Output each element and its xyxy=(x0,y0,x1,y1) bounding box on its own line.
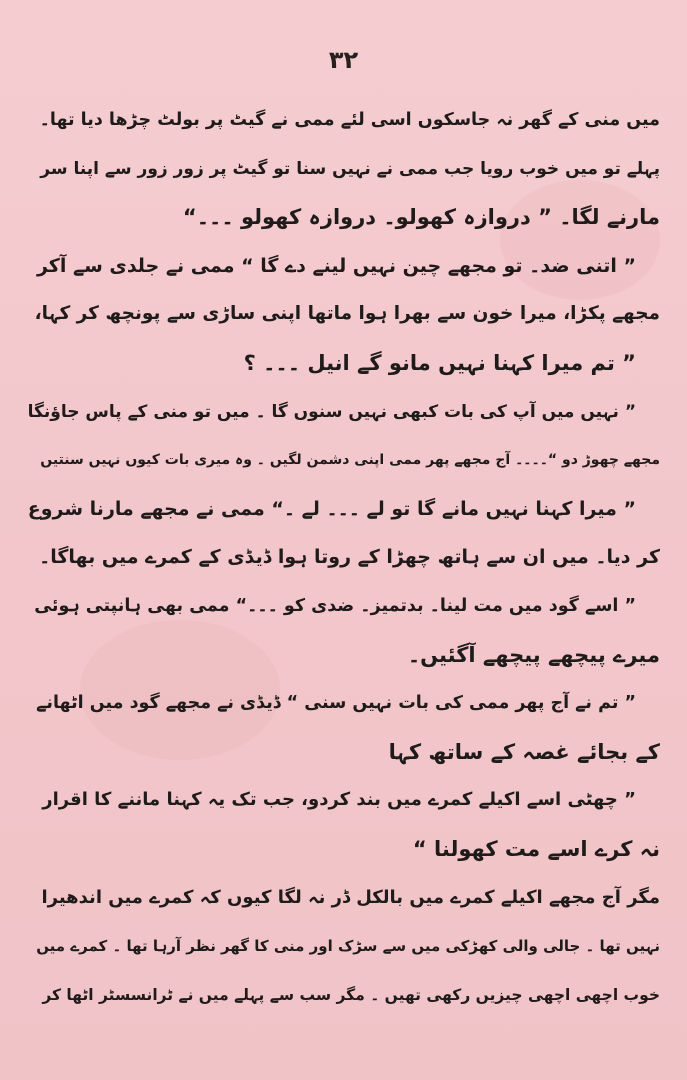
text-line: ” نہیں میں آپ کی بات کبھی نہیں سنوں گا ۔ میں تو منی کے پاس جاؤنگا xyxy=(28,401,636,422)
text-line: ” چھٹی اسے اکیلے کمرے میں بند کردو، جب تک یہ کہنا ماننے کا اقرار xyxy=(42,789,636,811)
text-line: میں منی کے گھر نہ جاسکوں اسی لئے ممی نے گیٹ پر بولٹ چڑھا دیا تھا۔ xyxy=(39,110,660,130)
text-line: کر دیا۔ میں ان سے ہاتھ چھڑا کے روتا ہوا ڈیڈی کے کمرے میں بھاگا۔ xyxy=(39,546,660,569)
text-line: خوب اچھی اچھی چیزیں رکھی تھیں ۔ مگر سب سے پہلے میں نے ٹرانسسٹر اٹھا کر xyxy=(42,985,660,1004)
text-line: ” تم میرا کہنا نہیں مانو گے انیل ۔۔۔ ؟ xyxy=(243,350,636,375)
text-line: ” میرا کہنا نہیں مانے گا تو لے ۔۔۔ لے ۔“ ممی نے مجھے مارنا شروع xyxy=(28,497,636,520)
page-text xyxy=(28,96,660,1019)
text-line: پہلے تو میں خوب رویا جب ممی نے نہیں سنا تو گیٹ پر زور زور سے اپنا سر xyxy=(40,158,660,179)
text-line: مگر آج مجھے اکیلے کمرے میں بالکل ڈر نہ لگا کیوں کہ کمرے میں اندھیرا xyxy=(41,886,660,908)
text-line: ” اتنی ضد۔ تو مجھے چین نہیں لینے دے گا “ ممی نے جلدی سے آکر xyxy=(36,254,636,277)
text-line: مارنے لگا۔ ” دروازہ کھولو۔ دروازہ کھولو ۔۔۔“ xyxy=(182,205,660,230)
text-line: مجھے پکڑا، میرا خون سے بھرا ہوا ماتھا اپنی ساڑی سے پونچھ کر کہا، xyxy=(34,303,660,325)
text-line: نہیں تھا ۔ جالی والی کھڑکی میں سے سڑک اور منی کا گھر نظر آرہا تھا ۔ کمرے میں xyxy=(36,937,660,956)
text-line: میرے پیچھے پیچھے آگئیں۔ xyxy=(407,642,660,667)
text-line: ” اسے گود میں مت لینا۔ بدتمیز۔ ضدی کو ۔۔۔“ ممی بھی ہانپتی ہوئی xyxy=(34,595,636,616)
text-line: ” تم نے آج پھر ممی کی بات نہیں سنی “ ڈیڈی نے مجھے گود میں اٹھانے xyxy=(36,693,636,714)
page-number: ۳۲ xyxy=(328,46,359,74)
text-line: کے بجائے غصہ کے ساتھ کہا xyxy=(388,739,660,764)
text-line: نہ کرے اسے مت کھولنا “ xyxy=(412,836,660,861)
text-line: مجھے چھوڑ دو “۔۔۔۔ آج مجھے پھر ممی اپنی دشمن لگیں ۔ وہ میری بات کیوں نہیں سنتیں xyxy=(40,452,660,469)
